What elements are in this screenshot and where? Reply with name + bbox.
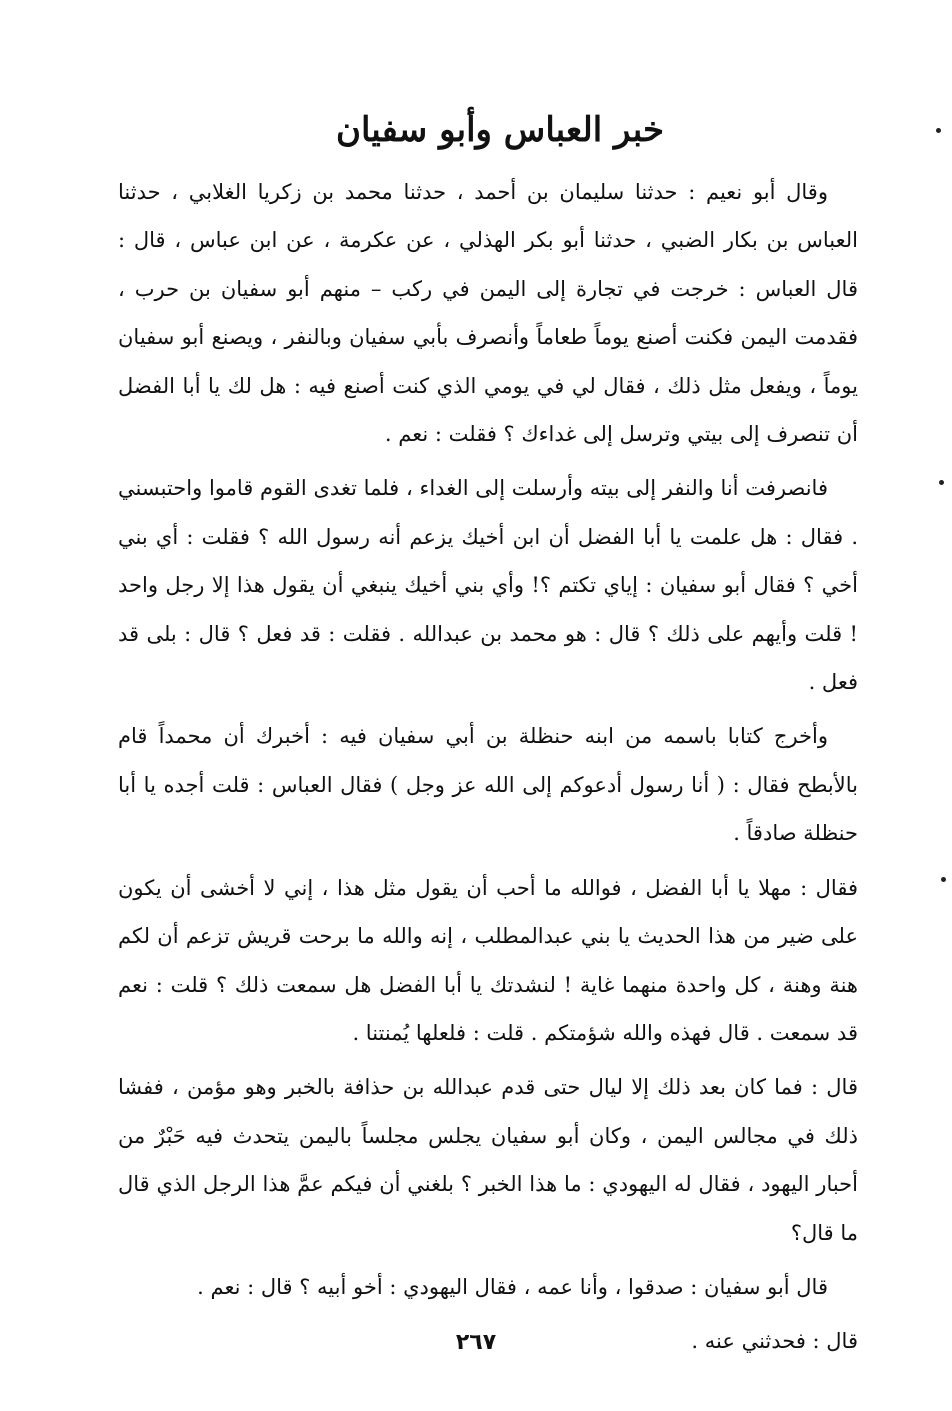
paragraph: وأخرج كتابا باسمه من ابنه حنظلة بن أبي سفيان فيه : أخبرك أن محمداً قام بالأبطح فقال : ( أنا رسول أدعوكم إلى الله عز وجل ) فقال العباس : قلت أجده يا أبا حنظلة صادقاً . (118, 724, 858, 846)
paragraph: وقال أبو نعيم : حدثنا سليمان بن أحمد ، حدثنا محمد بن زكريا الغلابي ، حدثنا العباس بن بكار الضبي ، حدثنا أبو بكر الهذلي ، عن عكرمة ، عن ابن عباس ، قال : قال العباس : خرجت في تجارة إلى اليمن في ركب – منهم أبو سفيان بن حرب ، فقدمت اليمن فكنت أصنع يوماً طعاماً وأنصرف بأبي سفيان وبالنفر ، ويصنع أبو سفيان يوماً ، ويفعل مثل ذلك ، فقال لي في يومي الذي كنت أصنع فيه : هل لك يا أبا الفضل أن تنصرف إلى بيتي وترسل إلى غداءك ؟ فقلت : نعم . (118, 180, 858, 447)
paragraph: قال : فما كان بعد ذلك إلا ليال حتى قدم عبدالله بن حذافة بالخبر وهو مؤمن ، ففشا ذلك في مجالس اليمن ، وكان أبو سفيان يجلس مجلساً باليمن يتحدث فيه حَبْرٌ من أحبار اليهود ، فقال له اليهودي : ما هذا الخبر ؟ بلغني أن فيكم عمَّ هذا الرجل الذي قال ما قال؟ (118, 1075, 858, 1245)
chapter-title: خبر العباس وأبو سفيان (335, 110, 665, 150)
paragraph: قال أبو سفيان : صدقوا ، وأنا عمه ، فقال اليهودي : أخو أبيه ؟ قال : نعم . (197, 1274, 828, 1299)
paragraph: فانصرفت أنا والنفر إلى بيته وأرسلت إلى الغداء ، فلما تغدى القوم قاموا واحتبسني . فقال : هل علمت يا أبا الفضل أن ابن أخيك يزعم أنه رسول الله ؟ فقلت : أي بني أخي ؟ فقال أبو سفيان : إياي تكتم ؟! وأي بني أخيك ينبغي أن يقول هذا إلا رجل واحد ! قلت وأيهم على ذلك ؟ قال : هو محمد بن عبدالله . فقلت : قد فعل ؟ قال : بلى قد فعل . (118, 476, 858, 695)
paragraph: فقال : مهلا يا أبا الفضل ، فوالله ما أحب أن يقول مثل هذا ، إني لا أخشى أن يكون على ضير من هذا الحديث يا بني عبدالمطلب ، إنه والله ما برحت قريش تزعم أن لكم هنة وهنة ، كل واحدة منهما غاية ! لنشدتك يا أبا الفضل هل سمعت ذلك ؟ قلت : نعم قد سمعت . قال فهذه والله شؤمتكم . قلت : فلعلها يُمنتنا . (118, 875, 858, 1045)
margin-dot (939, 480, 944, 485)
paragraph: قال : فحدثني عنه . (691, 1329, 858, 1354)
page-number: ٢٦٧ (455, 1330, 497, 1355)
margin-dot (941, 877, 946, 882)
margin-dot (936, 128, 941, 133)
text-body (118, 168, 858, 1372)
